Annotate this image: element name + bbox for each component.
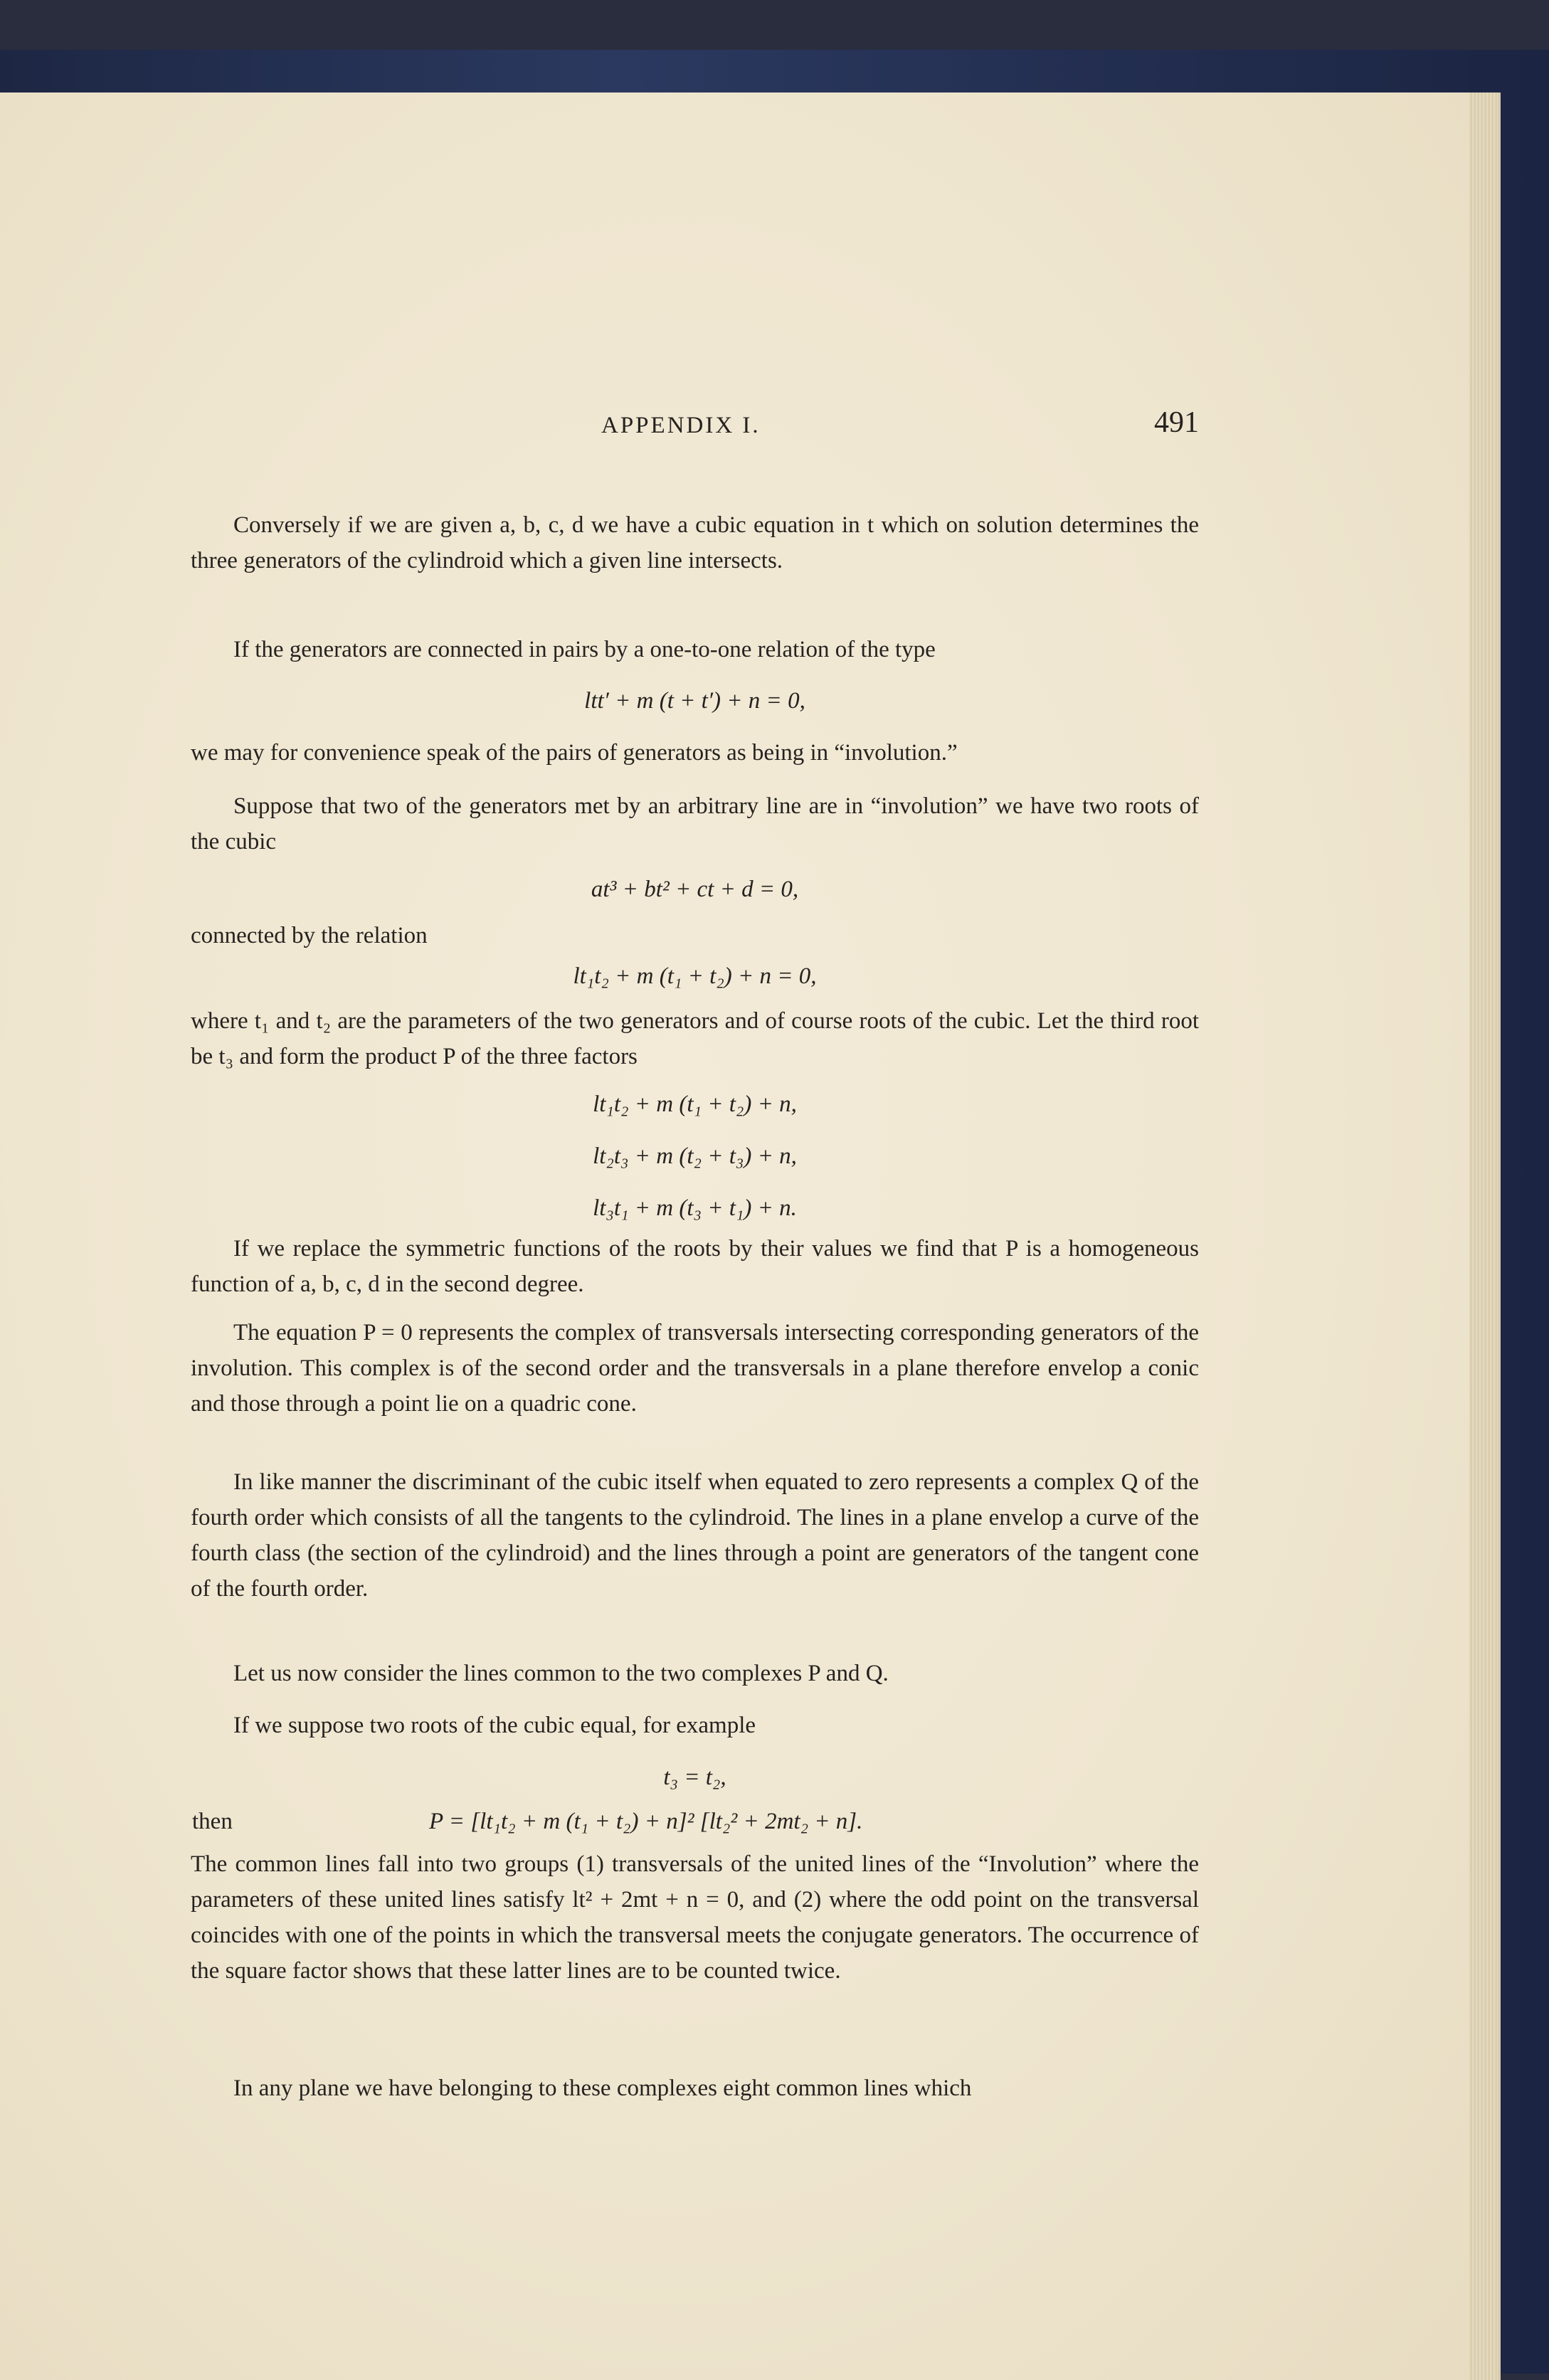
equation-then-label: then	[192, 1809, 233, 1834]
equation-factor-1: lt₁t₂ + m (t₁ + t₂) + n,	[593, 1091, 797, 1117]
page-header	[191, 406, 1199, 448]
paragraph-9: In like manner the discriminant of the cubic itself when equated to zero represents a complex Q of the fourth order which consists of all the tangents to the cylindroid. The lines in a plane envelop a curve of the fourth class (the section of the cylindroid) and the lines through a point are generators of the tangent cone of the fourth order.	[191, 1469, 1199, 1602]
running-head: APPENDIX I.	[601, 413, 761, 438]
paragraph-2: If the generators are connected in pairs by a one-to-one relation of the type	[233, 637, 936, 662]
page-number: 491	[1154, 406, 1199, 439]
paragraph-12: The common lines fall into two groups (1) transversals of the united lines of the “Involution” where the parameters of these united lines satisfy lt² + 2mt + n = 0, and (2) where the odd point on the transversal coincides with one of the points in which the transversal meets the conjugate generators. The occurrence of the square factor shows that these latter lines are to be counted twice.	[191, 1851, 1199, 1984]
paragraph-10: Let us now consider the lines common to the two complexes P and Q.	[233, 1661, 889, 1686]
equation-cubic: at³ + bt² + ct + d = 0,	[591, 877, 799, 902]
paragraph-11: If we suppose two roots of the cubic equal, for example	[233, 1713, 756, 1738]
equation-factor-3: lt₃t₁ + m (t₃ + t₁) + n.	[593, 1195, 797, 1221]
paragraph-5: connected by the relation	[191, 923, 428, 948]
equation-product-formula: P = [lt₁t₂ + m (t₁ + t₂) + n]² [lt₂² + 2mt₂ + n].	[429, 1809, 863, 1834]
equation-involution: ltt′ + m (t + t′) + n = 0,	[584, 688, 805, 714]
book-page	[0, 92, 1501, 2380]
book-cover	[0, 50, 1549, 2374]
paragraph-3: we may for convenience speak of the pairs of generators as being in “involution.”	[191, 740, 958, 766]
paragraph-1: Conversely if we are given a, b, c, d we have a cubic equation in t which on solution determines the three generators of the cylindroid which a given line intersects.	[191, 512, 1199, 573]
equation-relation: lt₁t₂ + m (t₁ + t₂) + n = 0,	[573, 963, 817, 989]
paragraph-4: Suppose that two of the generators met by an arbitrary line are in “involution” we have two roots of the cubic	[191, 793, 1199, 855]
paragraph-7: If we replace the symmetric functions of the roots by their values we find that P is a homogeneous function of a, b, c, d in the second degree.	[191, 1236, 1199, 1297]
page-edges	[1469, 92, 1498, 2380]
paragraph-6: where t₁ and t₂ are the parameters of the two generators and of course roots of the cubic. Let the third root be t₃ and form the product P of the three factors	[191, 1008, 1199, 1069]
equation-factor-2: lt₂t₃ + m (t₂ + t₃) + n,	[593, 1143, 797, 1169]
paragraph-8: The equation P = 0 represents the complex of transversals intersecting corresponding generators of the involution. This complex is of the second order and the transversals in a plane therefore envelop a conic and those through a point lie on a quadric cone.	[191, 1320, 1199, 1417]
equation-equal-roots: t₃ = t₂,	[663, 1765, 726, 1790]
paragraph-13: In any plane we have belonging to these complexes eight common lines which	[233, 2075, 972, 2101]
